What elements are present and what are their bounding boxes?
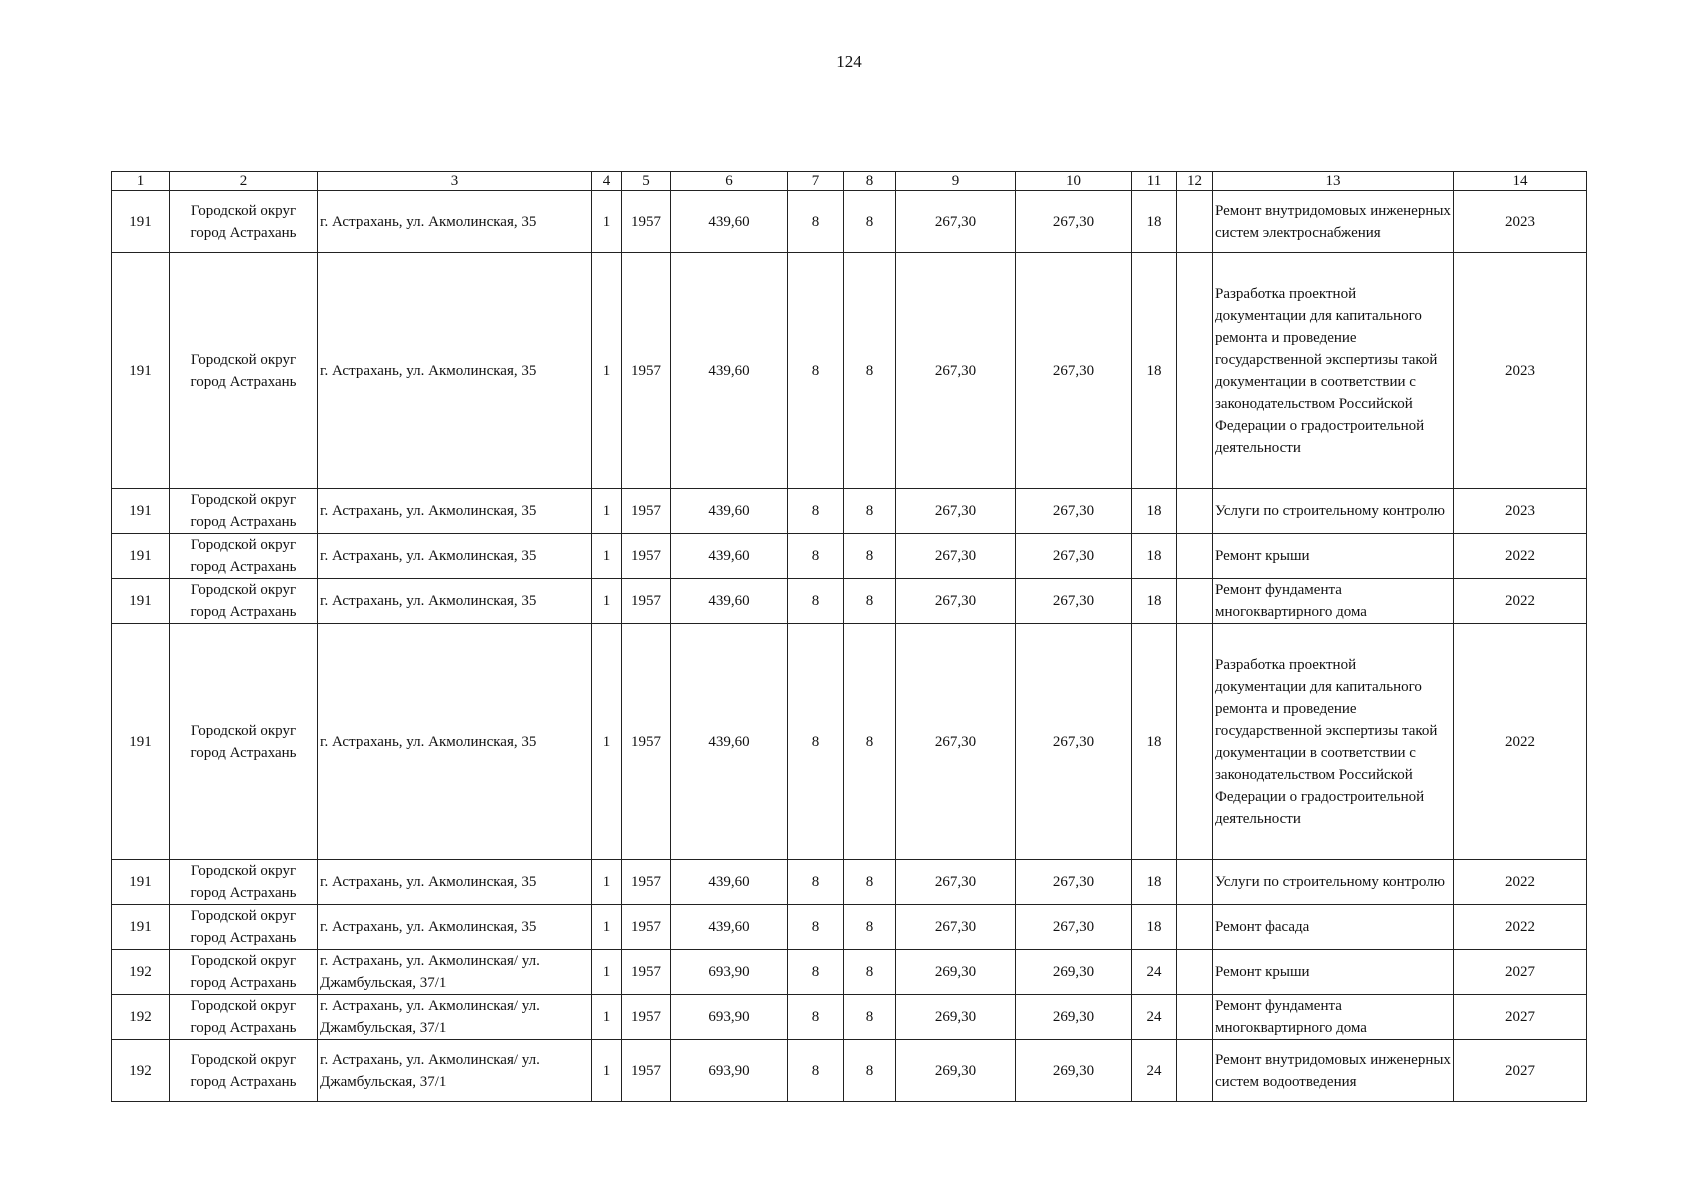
cell-col12 (1177, 253, 1213, 489)
cell-col9: 267,30 (896, 191, 1016, 253)
cell-col10: 267,30 (1016, 489, 1132, 534)
column-header: 11 (1132, 172, 1177, 191)
column-header: 9 (896, 172, 1016, 191)
cell-repair-year: 2023 (1454, 253, 1587, 489)
cell-number: 191 (112, 905, 170, 950)
cell-col8: 8 (844, 253, 896, 489)
column-header: 8 (844, 172, 896, 191)
cell-address: г. Астрахань, ул. Акмолинская, 35 (318, 534, 592, 579)
table-row (112, 905, 1587, 950)
cell-number: 191 (112, 624, 170, 860)
cell-col8: 8 (844, 624, 896, 860)
cell-work-type: Ремонт фундамента многоквартирного дома (1213, 995, 1454, 1040)
cell-col9: 267,30 (896, 905, 1016, 950)
cell-col8: 8 (844, 489, 896, 534)
column-header: 4 (592, 172, 622, 191)
column-header: 12 (1177, 172, 1213, 191)
cell-col10: 267,30 (1016, 534, 1132, 579)
cell-col4: 1 (592, 253, 622, 489)
table-row (112, 579, 1587, 624)
cell-col10: 267,30 (1016, 253, 1132, 489)
cell-year-built: 1957 (622, 860, 671, 905)
cell-municipality: Городской округ город Астрахань (170, 905, 318, 950)
cell-number: 192 (112, 995, 170, 1040)
cell-municipality: Городской округ город Астрахань (170, 579, 318, 624)
cell-address: г. Астрахань, ул. Акмолинская/ ул. Джамбульская, 37/1 (318, 995, 592, 1040)
cell-col8: 8 (844, 579, 896, 624)
cell-work-type: Услуги по строительному контролю (1213, 489, 1454, 534)
table-row (112, 995, 1587, 1040)
cell-number: 191 (112, 860, 170, 905)
cell-col7: 8 (788, 860, 844, 905)
cell-col7: 8 (788, 624, 844, 860)
cell-col7: 8 (788, 905, 844, 950)
cell-col11: 18 (1132, 624, 1177, 860)
cell-col12 (1177, 1040, 1213, 1102)
repair-program-table (111, 171, 1587, 1102)
cell-col8: 8 (844, 950, 896, 995)
cell-col11: 18 (1132, 860, 1177, 905)
cell-work-type: Ремонт крыши (1213, 950, 1454, 995)
cell-year-built: 1957 (622, 905, 671, 950)
cell-address: г. Астрахань, ул. Акмолинская, 35 (318, 253, 592, 489)
column-header: 3 (318, 172, 592, 191)
cell-repair-year: 2023 (1454, 191, 1587, 253)
cell-col4: 1 (592, 995, 622, 1040)
cell-col6: 439,60 (671, 191, 788, 253)
cell-work-type: Ремонт внутридомовых инженерных систем электроснабжения (1213, 191, 1454, 253)
cell-address: г. Астрахань, ул. Акмолинская/ ул. Джамбульская, 37/1 (318, 1040, 592, 1102)
cell-col7: 8 (788, 995, 844, 1040)
cell-year-built: 1957 (622, 995, 671, 1040)
cell-year-built: 1957 (622, 534, 671, 579)
column-header: 1 (112, 172, 170, 191)
cell-col8: 8 (844, 860, 896, 905)
cell-municipality: Городской округ город Астрахань (170, 534, 318, 579)
cell-municipality: Городской округ город Астрахань (170, 191, 318, 253)
cell-col9: 267,30 (896, 534, 1016, 579)
cell-number: 192 (112, 1040, 170, 1102)
cell-municipality: Городской округ город Астрахань (170, 253, 318, 489)
cell-col8: 8 (844, 905, 896, 950)
cell-address: г. Астрахань, ул. Акмолинская, 35 (318, 624, 592, 860)
cell-col4: 1 (592, 1040, 622, 1102)
cell-work-type: Ремонт крыши (1213, 534, 1454, 579)
cell-col8: 8 (844, 534, 896, 579)
cell-col12 (1177, 579, 1213, 624)
column-header: 6 (671, 172, 788, 191)
cell-year-built: 1957 (622, 1040, 671, 1102)
cell-col4: 1 (592, 534, 622, 579)
cell-col12 (1177, 489, 1213, 534)
column-header: 2 (170, 172, 318, 191)
cell-col11: 18 (1132, 905, 1177, 950)
cell-col10: 267,30 (1016, 579, 1132, 624)
cell-repair-year: 2027 (1454, 995, 1587, 1040)
cell-municipality: Городской округ город Астрахань (170, 950, 318, 995)
cell-col11: 18 (1132, 534, 1177, 579)
cell-col8: 8 (844, 995, 896, 1040)
cell-col10: 267,30 (1016, 860, 1132, 905)
cell-address: г. Астрахань, ул. Акмолинская, 35 (318, 191, 592, 253)
cell-col9: 269,30 (896, 1040, 1016, 1102)
cell-col4: 1 (592, 905, 622, 950)
cell-work-type: Услуги по строительному контролю (1213, 860, 1454, 905)
table-row (112, 1040, 1587, 1102)
table-row (112, 253, 1587, 489)
cell-col11: 24 (1132, 1040, 1177, 1102)
table-row (112, 624, 1587, 860)
cell-col9: 267,30 (896, 489, 1016, 534)
cell-municipality: Городской округ город Астрахань (170, 624, 318, 860)
cell-col8: 8 (844, 1040, 896, 1102)
cell-col9: 267,30 (896, 579, 1016, 624)
cell-col6: 439,60 (671, 489, 788, 534)
cell-municipality: Городской округ город Астрахань (170, 995, 318, 1040)
cell-col10: 267,30 (1016, 191, 1132, 253)
table-row (112, 534, 1587, 579)
cell-col6: 693,90 (671, 1040, 788, 1102)
cell-col11: 24 (1132, 950, 1177, 995)
cell-number: 192 (112, 950, 170, 995)
cell-number: 191 (112, 253, 170, 489)
cell-col10: 269,30 (1016, 995, 1132, 1040)
cell-col7: 8 (788, 579, 844, 624)
cell-repair-year: 2022 (1454, 905, 1587, 950)
cell-col12 (1177, 624, 1213, 860)
cell-col4: 1 (592, 624, 622, 860)
cell-municipality: Городской округ город Астрахань (170, 489, 318, 534)
cell-col11: 18 (1132, 579, 1177, 624)
cell-repair-year: 2027 (1454, 1040, 1587, 1102)
cell-col11: 18 (1132, 253, 1177, 489)
cell-col4: 1 (592, 950, 622, 995)
cell-repair-year: 2022 (1454, 579, 1587, 624)
cell-municipality: Городской округ город Астрахань (170, 860, 318, 905)
cell-col7: 8 (788, 253, 844, 489)
cell-col10: 267,30 (1016, 624, 1132, 860)
cell-col8: 8 (844, 191, 896, 253)
cell-repair-year: 2022 (1454, 534, 1587, 579)
cell-col6: 439,60 (671, 534, 788, 579)
cell-col7: 8 (788, 489, 844, 534)
cell-col12 (1177, 950, 1213, 995)
cell-year-built: 1957 (622, 253, 671, 489)
cell-col9: 267,30 (896, 253, 1016, 489)
cell-number: 191 (112, 489, 170, 534)
cell-address: г. Астрахань, ул. Акмолинская, 35 (318, 860, 592, 905)
cell-col10: 267,30 (1016, 905, 1132, 950)
cell-number: 191 (112, 534, 170, 579)
cell-col10: 269,30 (1016, 950, 1132, 995)
cell-col12 (1177, 905, 1213, 950)
cell-col4: 1 (592, 489, 622, 534)
column-number-row (112, 172, 1587, 191)
cell-col11: 18 (1132, 489, 1177, 534)
cell-col6: 693,90 (671, 950, 788, 995)
column-header: 10 (1016, 172, 1132, 191)
cell-year-built: 1957 (622, 579, 671, 624)
cell-work-type: Разработка проектной документации для капитального ремонта и проведение государственной экспертизы такой документации в соответствии с законодательством Российской Федерации о градостроительной деятельности (1213, 624, 1454, 860)
cell-col9: 267,30 (896, 624, 1016, 860)
cell-col6: 693,90 (671, 995, 788, 1040)
cell-year-built: 1957 (622, 624, 671, 860)
cell-repair-year: 2027 (1454, 950, 1587, 995)
cell-col7: 8 (788, 1040, 844, 1102)
cell-work-type: Разработка проектной документации для капитального ремонта и проведение государственной экспертизы такой документации в соответствии с законодательством Российской Федерации о градостроительной деятельности (1213, 253, 1454, 489)
cell-col9: 269,30 (896, 950, 1016, 995)
cell-year-built: 1957 (622, 191, 671, 253)
cell-address: г. Астрахань, ул. Акмолинская, 35 (318, 905, 592, 950)
table-row (112, 489, 1587, 534)
table-row (112, 860, 1587, 905)
column-header: 13 (1213, 172, 1454, 191)
cell-col12 (1177, 191, 1213, 253)
cell-col11: 24 (1132, 995, 1177, 1040)
cell-col10: 269,30 (1016, 1040, 1132, 1102)
cell-municipality: Городской округ город Астрахань (170, 1040, 318, 1102)
column-header: 14 (1454, 172, 1587, 191)
cell-col6: 439,60 (671, 860, 788, 905)
cell-work-type: Ремонт фасада (1213, 905, 1454, 950)
cell-work-type: Ремонт внутридомовых инженерных систем водоотведения (1213, 1040, 1454, 1102)
cell-number: 191 (112, 191, 170, 253)
cell-address: г. Астрахань, ул. Акмолинская, 35 (318, 489, 592, 534)
cell-repair-year: 2022 (1454, 860, 1587, 905)
cell-col4: 1 (592, 860, 622, 905)
cell-col12 (1177, 995, 1213, 1040)
cell-repair-year: 2023 (1454, 489, 1587, 534)
cell-col11: 18 (1132, 191, 1177, 253)
column-header: 7 (788, 172, 844, 191)
cell-col9: 269,30 (896, 995, 1016, 1040)
cell-col9: 267,30 (896, 860, 1016, 905)
table-row (112, 950, 1587, 995)
cell-col12 (1177, 534, 1213, 579)
cell-year-built: 1957 (622, 489, 671, 534)
cell-col6: 439,60 (671, 579, 788, 624)
cell-address: г. Астрахань, ул. Акмолинская, 35 (318, 579, 592, 624)
cell-number: 191 (112, 579, 170, 624)
page-number: 124 (836, 52, 862, 71)
cell-repair-year: 2022 (1454, 624, 1587, 860)
cell-col7: 8 (788, 534, 844, 579)
cell-address: г. Астрахань, ул. Акмолинская/ ул. Джамбульская, 37/1 (318, 950, 592, 995)
cell-col12 (1177, 860, 1213, 905)
cell-col6: 439,60 (671, 624, 788, 860)
cell-col7: 8 (788, 950, 844, 995)
column-header: 5 (622, 172, 671, 191)
cell-year-built: 1957 (622, 950, 671, 995)
cell-col7: 8 (788, 191, 844, 253)
cell-col6: 439,60 (671, 905, 788, 950)
table-row (112, 191, 1587, 253)
cell-work-type: Ремонт фундамента многоквартирного дома (1213, 579, 1454, 624)
cell-col6: 439,60 (671, 253, 788, 489)
cell-col4: 1 (592, 579, 622, 624)
cell-col4: 1 (592, 191, 622, 253)
